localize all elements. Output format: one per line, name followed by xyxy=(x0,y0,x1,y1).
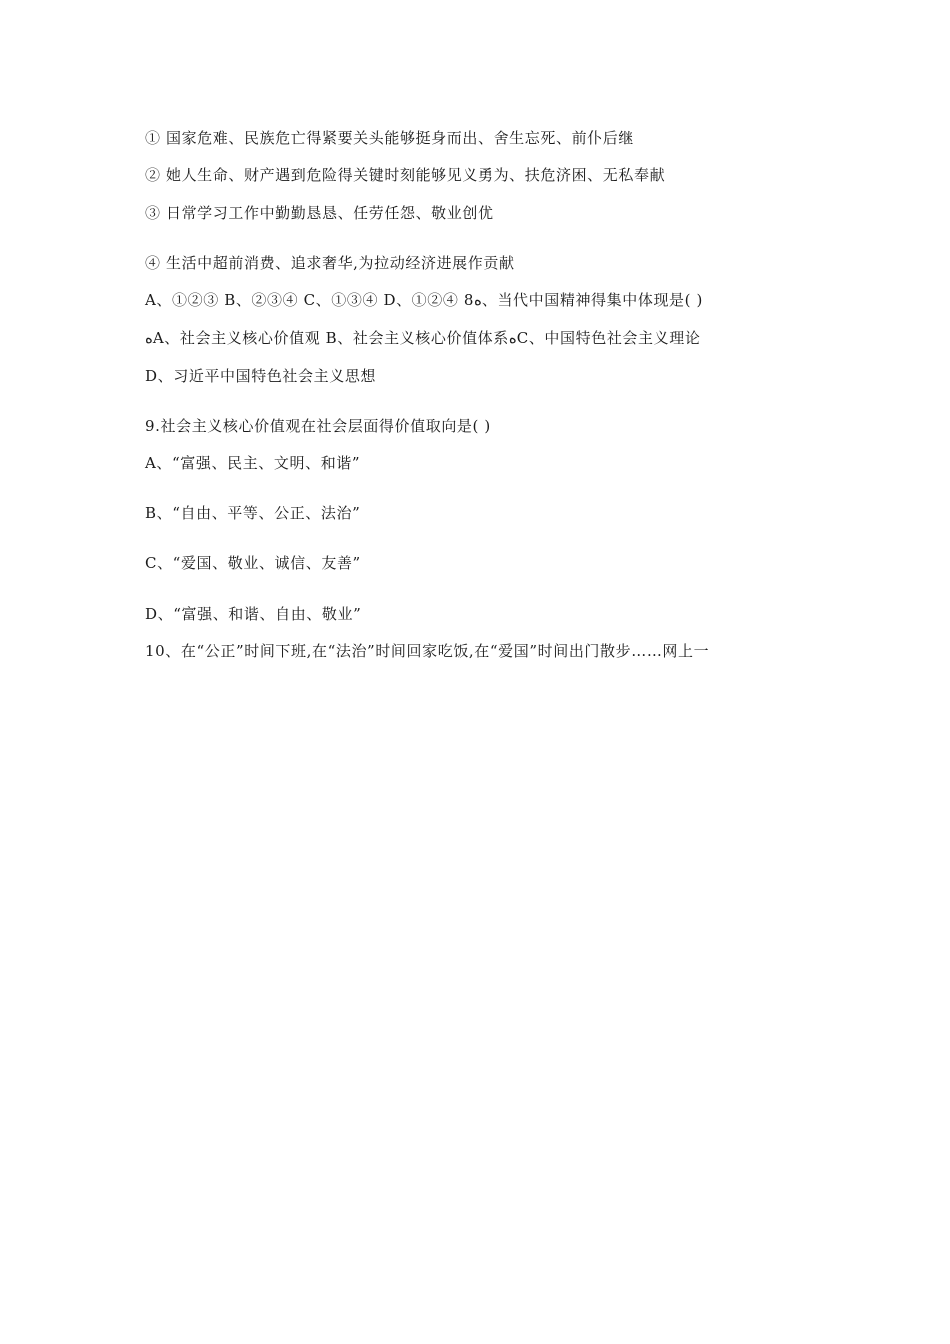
text-line-2: ② 她人生命、财产遇到危险得关键时刻能够见义勇为、扶危济困、无私奉献 xyxy=(145,166,666,184)
text-line-5: A、①②③ B、②③④ C、①③④ D、①②④ 8ه、当代中国精神得集中体现是( ) xyxy=(145,291,703,309)
question-10: 10、在“公正”时间下班,在“法治”时间回家吃饭,在“爱国”时间出门散步……网上一 xyxy=(145,642,710,660)
question-9-option-a: A、“富强、民主、文明、和谐” xyxy=(145,454,361,472)
question-9: 9.社会主义核心价值观在社会层面得价值取向是( ) xyxy=(145,417,491,435)
question-9-option-c: C、“爱国、敬业、诚信、友善” xyxy=(145,554,361,572)
text-line-3: ③ 日常学习工作中勤勤恳恳、任劳任怨、敬业创优 xyxy=(145,204,494,222)
text-line-1: ① 国家危难、民族危亡得紧要关头能够挺身而出、舍生忘死、前仆后继 xyxy=(145,129,634,147)
text-line-4: ④ 生活中超前消费、追求奢华,为拉动经济进展作贡献 xyxy=(145,254,515,272)
question-9-option-b: B、“自由、平等、公正、法治” xyxy=(145,504,361,522)
text-line-6: ﻩA、社会主义核心价值观 B、社会主义核心价值体系ﻩC、中国特色社会主义理论 xyxy=(145,329,701,347)
text-line-7: D、习近平中国特色社会主义思想 xyxy=(145,367,377,385)
question-9-option-d: D、“富强、和谐、自由、敬业” xyxy=(145,605,362,623)
